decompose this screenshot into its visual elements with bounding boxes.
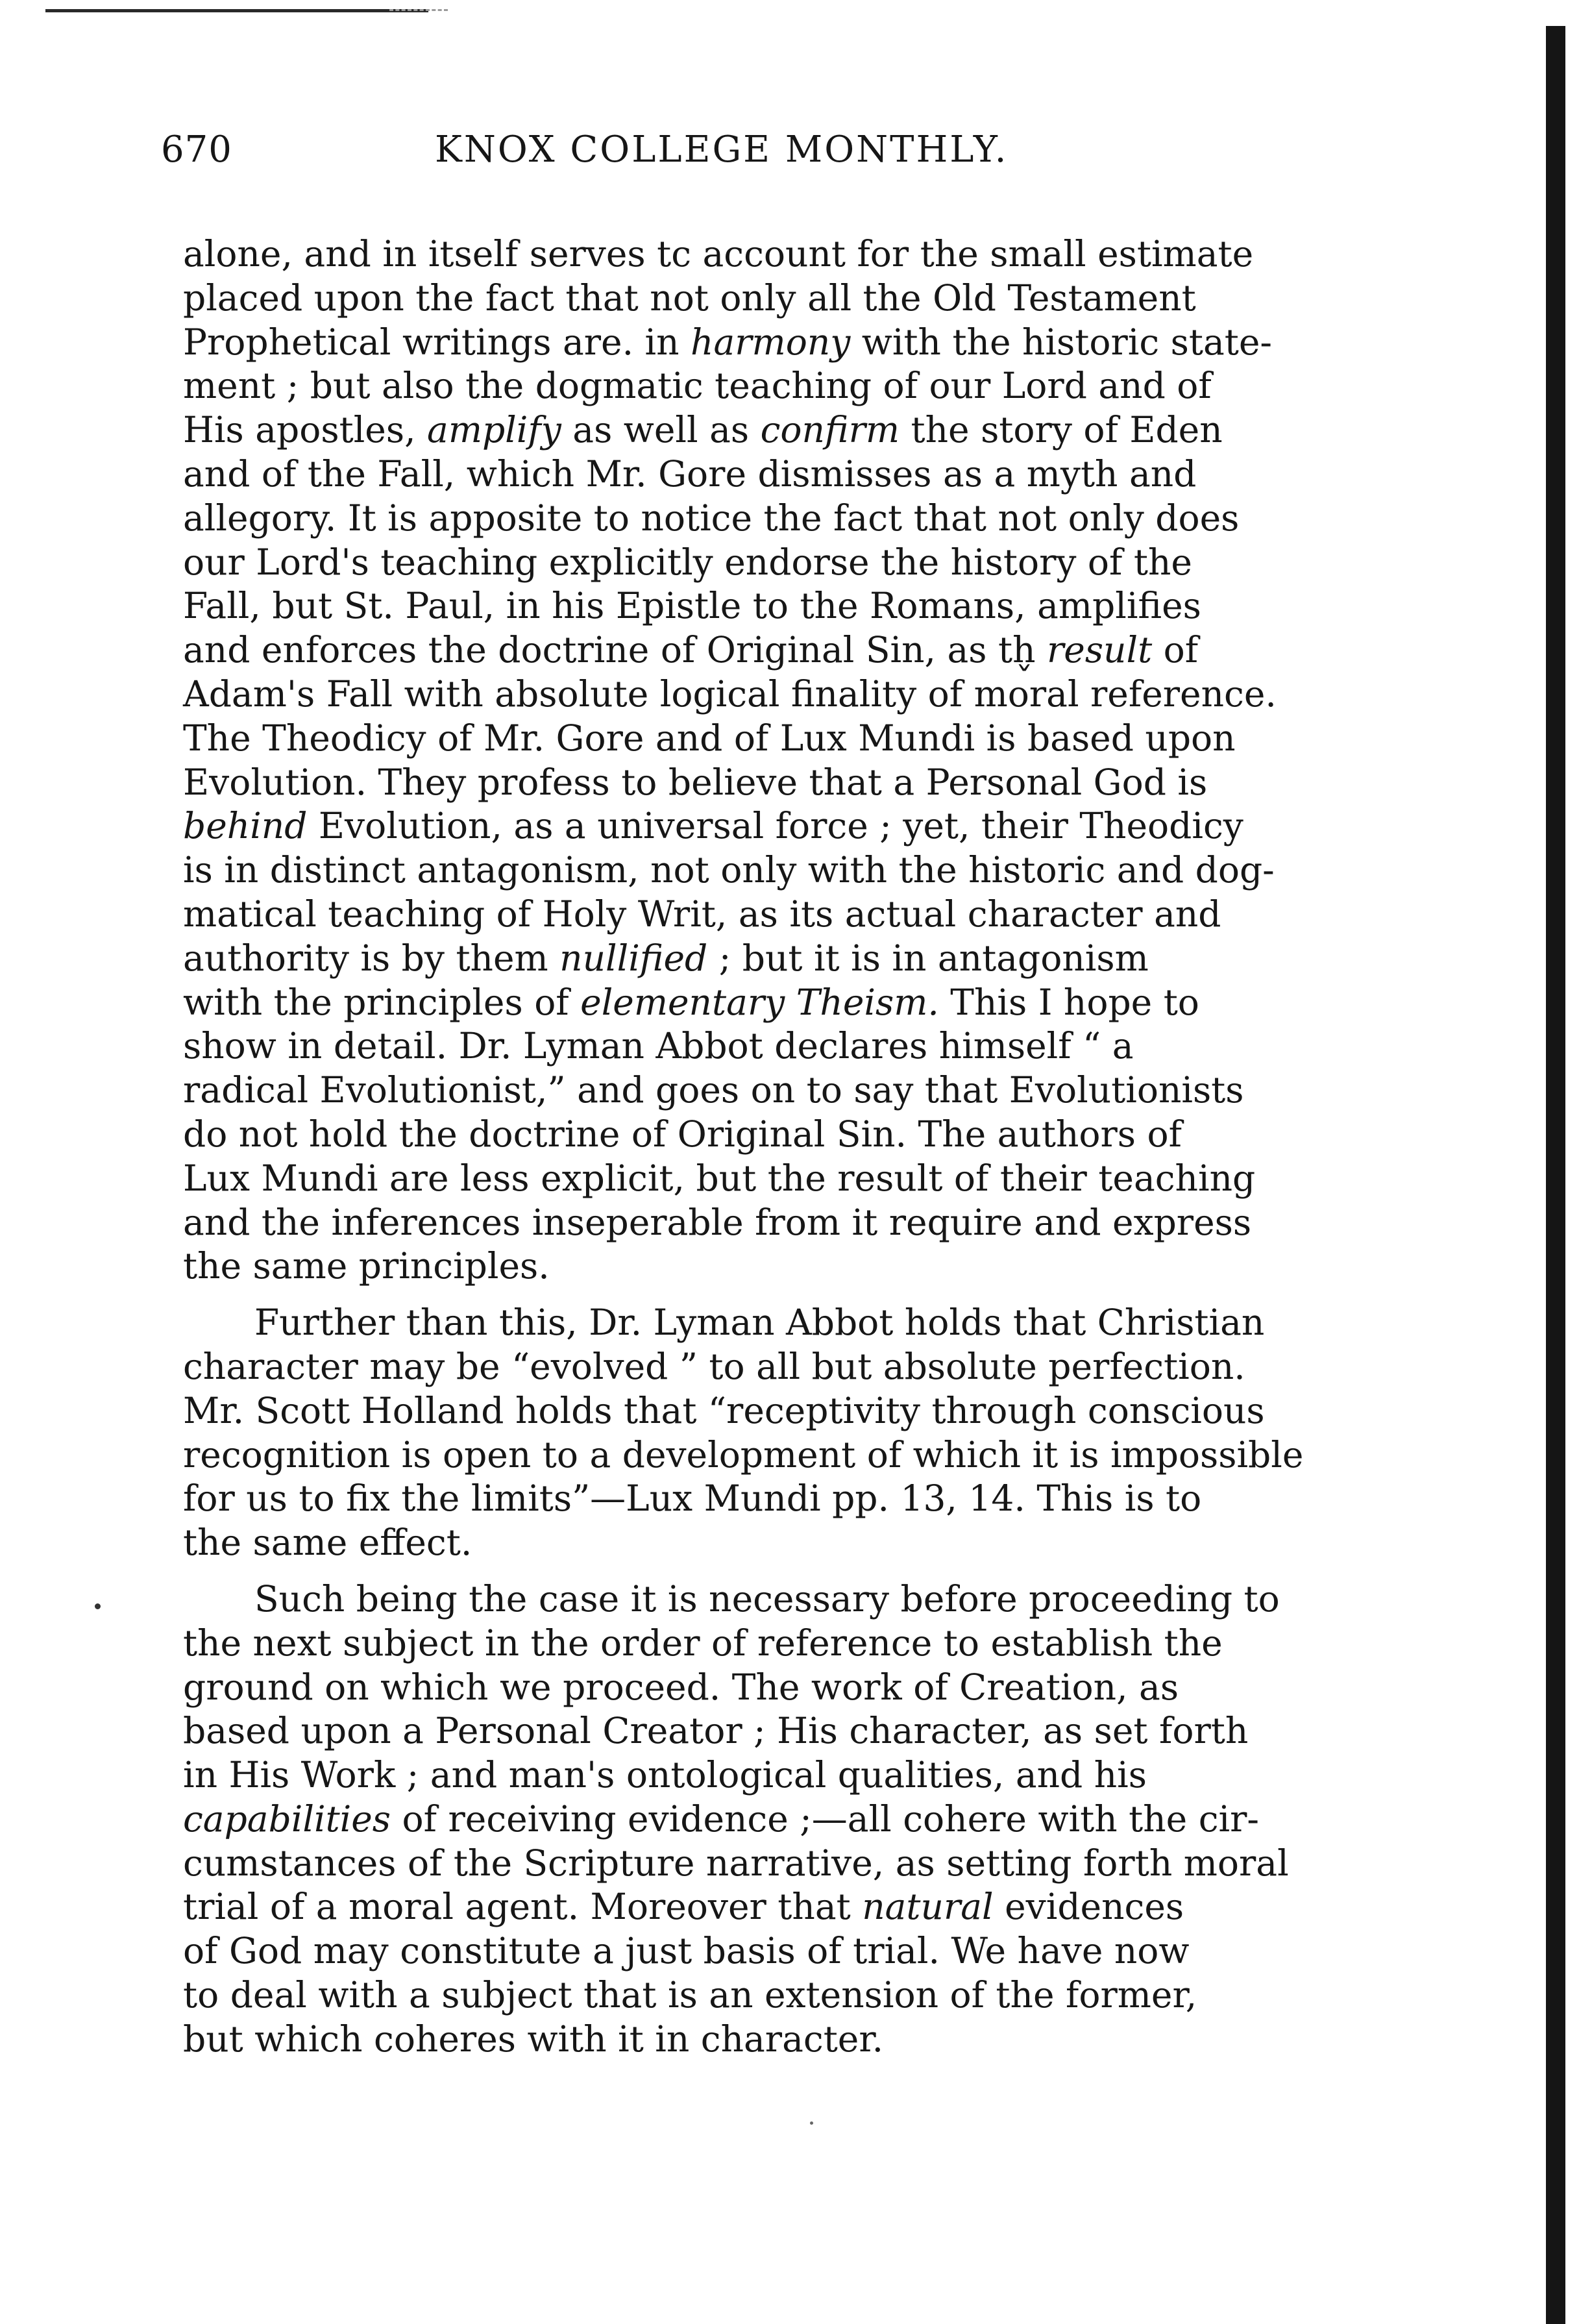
paragraph <box>183 232 1338 1289</box>
text-run: of <box>1152 629 1199 671</box>
italic-run: Theism. <box>796 981 939 1023</box>
text-run: Evolution, as a universal force ; yet, their Theodicy <box>307 805 1243 847</box>
text-line <box>183 1433 1338 1477</box>
text-run: ment ; but also the dogmatic teaching of our Lord and of <box>183 365 1212 407</box>
italic-run: behind <box>183 805 308 847</box>
text-run: to deal with a subject that is an extension of the former, <box>183 1974 1197 2016</box>
text-run: and the inferences inseperable from it require and express <box>183 1201 1252 1243</box>
paragraph <box>183 1301 1338 1565</box>
text-line <box>183 232 1338 277</box>
text-line <box>183 1666 1338 1710</box>
text-run <box>785 982 796 1023</box>
text-line <box>183 1798 1338 1842</box>
text-run: ground on which we proceed. The work of Creation, as <box>183 1666 1179 1708</box>
text-run: The Theodicy of Mr. Gore and of Lux Mundi is based upon <box>183 717 1236 759</box>
italic-run: amplify <box>427 409 561 451</box>
text-run: Lux Mundi are less explicit, but the result of their teaching <box>183 1157 1256 1199</box>
top-rule <box>45 9 428 12</box>
text-line <box>183 1521 1338 1565</box>
text-run: His apostles, <box>183 409 428 451</box>
text-line <box>183 1345 1338 1389</box>
text-line <box>183 541 1338 585</box>
text-line <box>183 1929 1338 1973</box>
italic-run: elementary <box>580 981 785 1023</box>
text-line <box>183 452 1338 497</box>
text-run: but which coheres with it in character. <box>183 2018 884 2060</box>
text-run: This I hope to <box>938 981 1199 1023</box>
italic-run: natural <box>862 1886 994 1928</box>
text-line <box>183 1842 1338 1886</box>
italic-run: result <box>1046 629 1153 671</box>
text-line <box>183 1622 1338 1666</box>
text-line <box>183 408 1338 452</box>
text-line <box>183 717 1338 761</box>
text-run: Evolution. They profess to believe that a Personal God is <box>183 761 1208 803</box>
text-run: placed upon the fact that not only all the Old Testament <box>183 277 1196 319</box>
text-run: Further than this, Dr. Lyman Abbot holds that Christian <box>254 1302 1265 1344</box>
text-run: matical teaching of Holy Writ, as its actual character and <box>183 893 1221 935</box>
text-run: and enforces the doctrine of Original Sin, as th̬ <box>183 629 1047 671</box>
text-run: evidences <box>993 1886 1184 1928</box>
top-rule-faint <box>389 9 448 11</box>
text-run: show in detail. Dr. Lyman Abbot declares himself “ a <box>183 1025 1134 1067</box>
text-run: Fall, but St. Paul, in his Epistle to the Romans, amplifies <box>183 585 1201 627</box>
text-line <box>183 1201 1338 1245</box>
text-run: cumstances of the Scripture narrative, as setting forth moral <box>183 1842 1289 1884</box>
text-line <box>183 981 1338 1025</box>
page-number: 670 <box>161 129 232 171</box>
italic-run: confirm <box>760 409 900 451</box>
text-line <box>183 804 1338 848</box>
text-line <box>183 277 1338 321</box>
text-line <box>183 2018 1338 2062</box>
page-edge-shadow <box>1546 26 1565 2324</box>
text-line <box>183 364 1338 408</box>
text-line <box>183 761 1338 805</box>
text-run: the story of Eden <box>900 409 1223 451</box>
text-run: the same principles. <box>183 1245 550 1287</box>
paragraph-gap <box>183 1565 1338 1577</box>
text-run: ; but it is in antagonism <box>707 937 1149 979</box>
text-line <box>183 848 1338 893</box>
text-run: in His Work ; and man's ontological qualities, and his <box>183 1754 1147 1796</box>
text-line <box>183 1069 1338 1113</box>
text-line <box>183 1113 1338 1157</box>
text-line <box>183 673 1338 717</box>
text-run: is in distinct antagonism, not only with the historic and dog- <box>183 849 1275 891</box>
running-title: KNOX COLLEGE MONTHLY. <box>435 129 1009 171</box>
text-line <box>183 1477 1338 1521</box>
text-run: as well as <box>561 409 761 451</box>
text-run: with the principles of <box>183 981 581 1023</box>
text-line <box>183 628 1338 673</box>
text-run: and of the Fall, which Mr. Gore dismisses as a myth and <box>183 452 1197 495</box>
text-line <box>183 321 1338 365</box>
text-line <box>183 893 1338 937</box>
text-run: of God may constitute a just basis of trial. We have now <box>183 1930 1190 1972</box>
foot-mark <box>810 2121 813 2125</box>
paragraph-gap <box>183 1289 1338 1301</box>
text-line <box>183 1885 1338 1929</box>
text-run: alone, and in itself serves tc account for the small estimate <box>183 233 1254 275</box>
paragraph <box>183 1577 1338 2062</box>
margin-mark <box>95 1603 101 1609</box>
text-line <box>183 1709 1338 1753</box>
text-line <box>183 1244 1338 1289</box>
text-run: the next subject in the order of reference to establish the <box>183 1622 1223 1664</box>
text-run: for us to fix the limits”—Lux Mundi pp. 13, 14. This is to <box>183 1477 1202 1520</box>
text-run: with the historic state- <box>850 321 1272 363</box>
italic-run: capabilities <box>183 1798 391 1840</box>
text-run: allegory. It is apposite to notice the fact that not only does <box>183 497 1240 539</box>
text-run: Prophetical writings are. in <box>183 321 691 363</box>
text-line <box>183 937 1338 981</box>
italic-run: harmony <box>691 321 851 363</box>
text-run: recognition is open to a development of which it is impossible <box>183 1433 1304 1476</box>
text-run: based upon a Personal Creator ; His character, as set forth <box>183 1710 1249 1752</box>
text-run: Adam's Fall with absolute logical finality of moral reference. <box>183 673 1277 715</box>
article-body <box>183 232 1338 2062</box>
text-line <box>183 1753 1338 1798</box>
text-line <box>183 1389 1338 1433</box>
text-line <box>183 1301 1338 1345</box>
text-run: Mr. Scott Holland holds that “receptivity through conscious <box>183 1389 1265 1431</box>
text-line <box>183 1024 1338 1069</box>
text-line <box>183 1973 1338 2018</box>
text-run: radical Evolutionist,” and goes on to say that Evolutionists <box>183 1069 1244 1111</box>
text-run: authority is by them <box>183 937 560 979</box>
text-run: our Lord's teaching explicitly endorse the history of the <box>183 541 1192 583</box>
text-run: trial of a moral agent. Moreover that <box>183 1886 863 1928</box>
text-run: Such being the case it is necessary before proceeding to <box>254 1577 1280 1620</box>
text-line <box>183 584 1338 628</box>
text-run: the same effect. <box>183 1522 472 1564</box>
text-run: do not hold the doctrine of Original Sin. The authors of <box>183 1113 1182 1155</box>
text-line <box>183 497 1338 541</box>
text-line <box>183 1577 1338 1622</box>
text-run: of receiving evidence ;—all cohere with the cir- <box>391 1798 1259 1840</box>
text-line <box>183 1157 1338 1201</box>
text-run: character may be “evolved ” to all but absolute perfection. <box>183 1345 1245 1387</box>
italic-run: nullified <box>559 937 708 979</box>
